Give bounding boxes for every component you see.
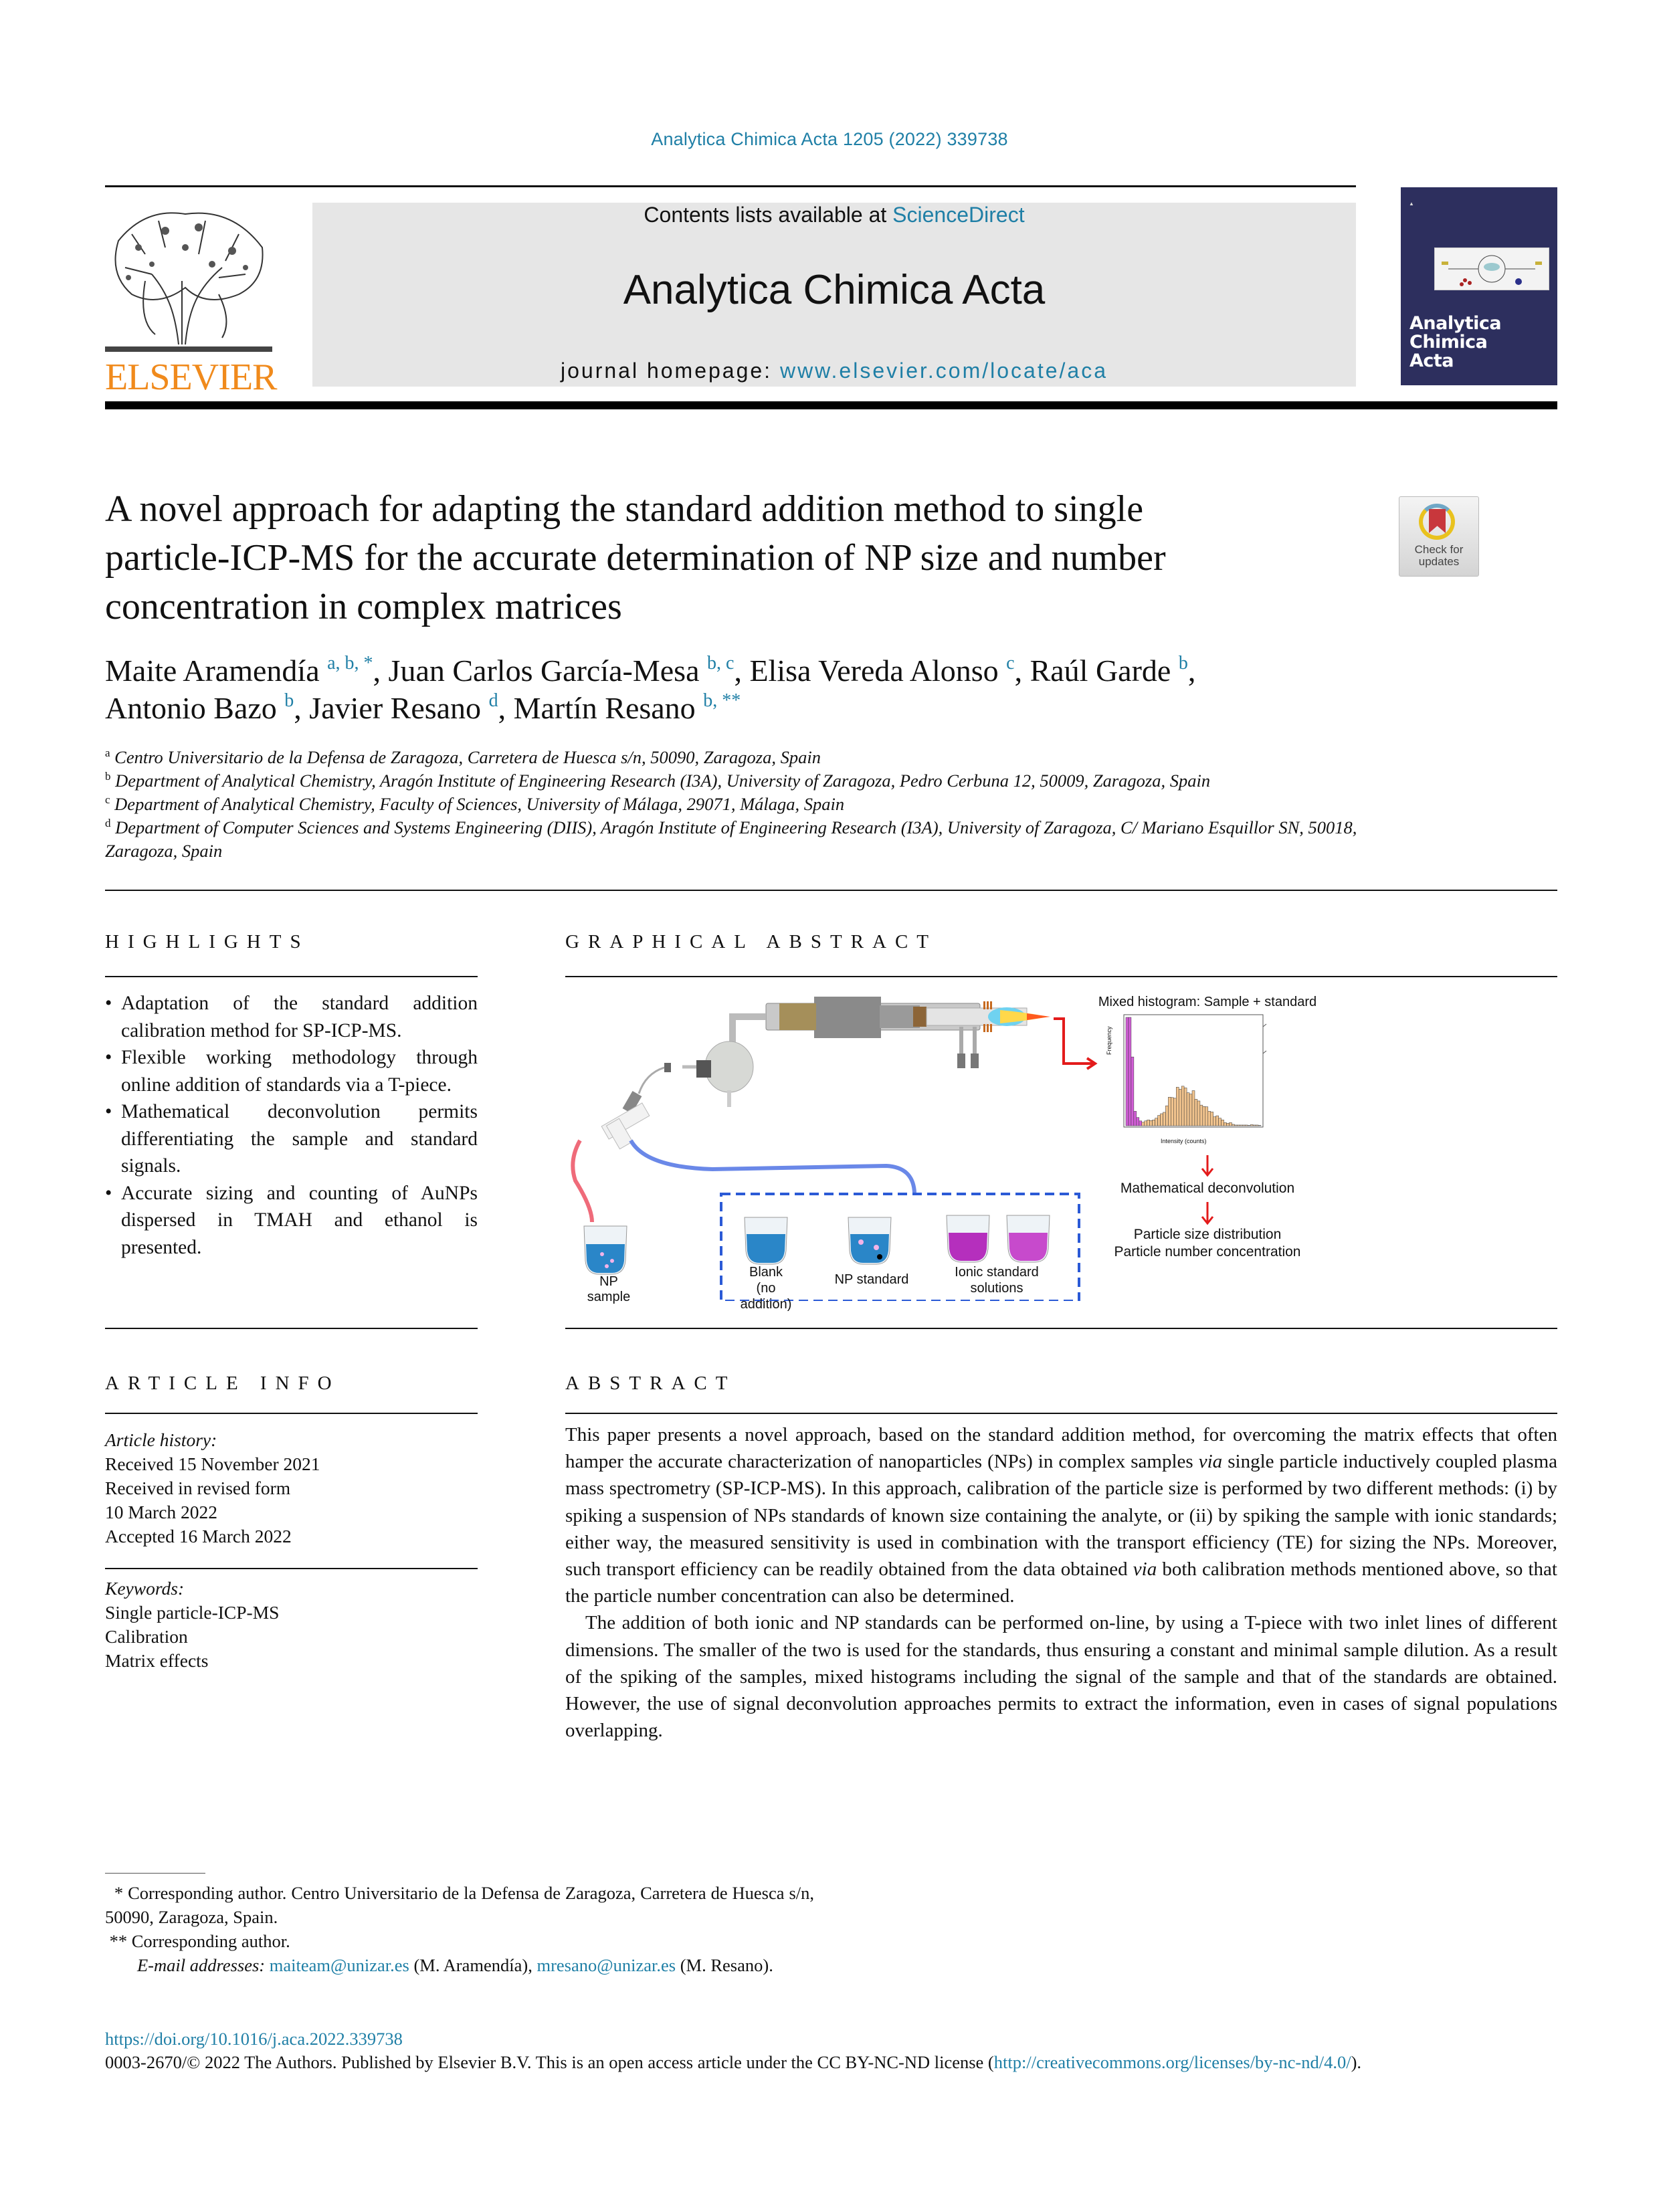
author-list: [105, 652, 1443, 727]
bullet-icon: •: [105, 993, 112, 1014]
arrow-down-icon: [1202, 1202, 1213, 1223]
keyword: Matrix effects: [105, 1650, 209, 1671]
author-name: Elisa Vereda Alonso: [749, 653, 999, 688]
author-name: Maite Aramendía: [105, 653, 320, 688]
footnotes: [105, 1881, 814, 1977]
author-affiliation-link[interactable]: b, c: [707, 653, 735, 674]
affiliation-a: $^a$ Centro Universitario de la Defensa de Zaragoza, Carretera de Huesca s/n, 50090, Zaragoza, Spain: [105, 746, 821, 767]
spray-chamber-icon: [664, 1017, 766, 1107]
bullet-icon: •: [105, 1047, 112, 1068]
highlight-item: • Mathematical deconvolution permits differentiating the sample and standard signals.: [105, 1098, 478, 1180]
journal-header-box: [312, 203, 1356, 387]
abstract-paragraph-2: The addition of both ionic and NP standards can be performed on-line, by using a T-piece with two inlet lines of different dimensions. The smaller of the two is used for the standards, thus ensuring a constant and minimal sample dilution. As a result of the spiking of the samples, mixed histograms including the signal of the sample and that of the standards are obtained. However, the use of signal deconvolution approaches permits to extract the information, even in cases of signal populations overlapping.: [565, 1612, 1557, 1742]
histogram-ylabel: Frequency: [1106, 1026, 1112, 1055]
np-sample-label: NP sample: [587, 1274, 631, 1304]
np-standard-label: NP standard: [834, 1272, 909, 1287]
footnote-corresponding-2: ** Corresponding author.: [109, 1931, 290, 1951]
abstract-rule: [565, 1413, 1557, 1414]
keyword: Calibration: [105, 1626, 188, 1647]
author-affiliation-link[interactable]: b, **: [703, 690, 741, 711]
graphical-abstract-heading: GRAPHICAL ABSTRACT: [565, 931, 938, 952]
article-title: A novel approach for adapting the standard addition method to single particle-ICP-MS for the accurate determination of NP size and number concentration in complex matrices: [105, 488, 1166, 627]
affiliation-d: $^d$ Department of Computer Sciences and Systems Engineering (DIIS), Aragón Institute of Engineering Research (I3A), University of Zaragoza, C/ Mariano Esquillor SN, 50018, Zaragoza, Spain: [105, 817, 1357, 861]
keywords-rule: [105, 1568, 478, 1569]
bullet-icon: •: [105, 1101, 112, 1122]
histogram-title: Mixed histogram: Sample + standard: [1098, 995, 1317, 1009]
author-affiliation-link[interactable]: a, b, *: [327, 653, 373, 674]
results-step: Particle size distribution Particle number concentration: [1114, 1227, 1301, 1260]
graphical-abstract-figure[interactable]: [565, 980, 1557, 1312]
homepage-line: [312, 359, 1356, 383]
email-link-resano[interactable]: mresano@unizar.es: [536, 1955, 676, 1975]
license-line: 0003-2670/© 2022 The Authors. Published by Elsevier B.V. This is an open access article under the CC BY-NC-ND license (http://creativecommons.org/licenses/by-nc-nd/4.0/).: [105, 2052, 1362, 2072]
crossmark-label: Check for updates: [1414, 543, 1464, 568]
author-affiliation-link[interactable]: d: [488, 690, 498, 711]
ionic-standard-beaker-icon: [947, 1215, 989, 1262]
deconvolution-step: Mathematical deconvolution: [1120, 1181, 1295, 1196]
sample-tubing: [573, 1140, 592, 1222]
histogram-xlabel: Intensity (counts): [1161, 1138, 1207, 1144]
highlight-item: • Adaptation of the standard addition calibration method for SP-ICP-MS.: [105, 990, 478, 1044]
article-info-rule: [105, 1413, 478, 1414]
header-top-rule: [105, 185, 1356, 187]
cover-figure: [1434, 247, 1549, 290]
abstract-paragraph-1: This paper presents a novel approach, based on the standard addition method, for overcoming the matrix effects that often hamper the accurate characterization of nanoparticles (NPs) in complex samples via single particle inductively coupled plasma mass spectrometry (SP-ICP-MS). In this approach, calibration of the particle size is performed by two different methods: (i) by spiking a suspension of NPs standards of known size containing the analyte, or (ii) by spiking the sample with ionic standards; either way, the measured sensitivity is used in combination with the transport efficiency (TE) for sizing the NPs. Moreover, such transport efficiency can be readily obtained from the data obtained via both calibration methods mentioned above, so that the particle number concentration can also be determined.: [565, 1424, 1557, 1607]
blank-beaker-icon: [745, 1217, 787, 1264]
elsevier-wordmark: ELSEVIER: [105, 357, 277, 398]
elsevier-logo: [105, 201, 277, 398]
arrow-to-histogram-icon: [1054, 1019, 1094, 1064]
homepage-prefix: journal homepage:: [560, 359, 780, 383]
abstract-body: [565, 1421, 1557, 1744]
author-affiliation-link[interactable]: c: [1006, 653, 1015, 674]
footnote-corresponding-1: * Corresponding author. Centro Universitario de la Defensa de Zaragoza, Carretera de Huesca s/n, 50090, Zaragoza, Spain.: [105, 1883, 815, 1927]
doi: [105, 2029, 403, 2049]
journal-cover-thumbnail[interactable]: [1401, 187, 1557, 385]
author-name: Raúl Garde: [1030, 653, 1171, 688]
footnote-rule: [105, 1873, 205, 1874]
author-name: Juan Carlos García-Mesa: [388, 653, 700, 688]
ionic-standard-beaker-icon: [1007, 1215, 1050, 1262]
author-name: Antonio Bazo: [105, 691, 277, 725]
article-history: Article history: Received 15 November 2021 Received in revised form 10 March 2022 Accepted 16 March 2022: [105, 1429, 320, 1546]
highlight-item: • Accurate sizing and counting of AuNPs dispersed in TMAH and ethanol is presented.: [105, 1180, 478, 1262]
journal-reference[interactable]: Analytica Chimica Acta 1205 (2022) 339738: [651, 129, 1008, 149]
cover-title: Analytica Chimica Acta: [1409, 313, 1502, 371]
elsevier-tree-icon: [105, 201, 272, 355]
keyword: Single particle-ICP-MS: [105, 1602, 280, 1623]
graphical-abstract-bottom-rule: [565, 1328, 1557, 1329]
graphical-abstract-rule: [565, 976, 1557, 977]
author-affiliation-link[interactable]: b: [1178, 653, 1188, 674]
icp-torch-icon: [766, 997, 1050, 1068]
check-for-updates-button[interactable]: [1399, 496, 1479, 577]
doi-link[interactable]: https://doi.org/10.1016/j.aca.2022.339738: [105, 2029, 403, 2049]
author-affiliation-link[interactable]: b: [284, 690, 294, 711]
highlight-item: • Flexible working methodology through online addition of standards via a T-piece.: [105, 1044, 478, 1098]
contents-prefix: Contents lists available at: [644, 203, 893, 227]
footnote-emails: E-mail addresses: maiteam@unizar.es (M. Aramendía), mresano@unizar.es (M. Resano).: [137, 1955, 773, 1975]
keywords: Keywords: Single particle-ICP-MS Calibration Matrix effects: [105, 1577, 478, 1673]
highlights-rule: [105, 976, 478, 977]
affiliation-b: $^b$ Department of Analytical Chemistry, Aragón Institute of Engineering Research (I3A), University of Zaragoza, Pedro Cerbuna 12, 50009, Zaragoza, Spain: [105, 770, 1211, 791]
highlights-list: [105, 990, 478, 1261]
email-link-aramendia[interactable]: maiteam@unizar.es: [269, 1955, 409, 1975]
author-line-1: Maite Aramendía $^{a, b, *}$, Juan Carlos García-Mesa $^{b, c}$, Elisa Vereda Alonso $^c$, Raúl Garde $^b$,: [105, 653, 1196, 688]
bullet-icon: •: [105, 1182, 112, 1204]
cover-figure-icon: [1435, 248, 1549, 290]
cover-elsevier-mark: ▲: [1409, 201, 1414, 207]
mixed-histogram-chart: [1124, 1015, 1266, 1127]
sciencedirect-link[interactable]: ScienceDirect: [892, 203, 1025, 227]
journal-name: Analytica Chimica Acta: [623, 267, 1046, 313]
np-sample-beaker-icon: [584, 1226, 627, 1274]
abstract-heading: ABSTRACT: [565, 1373, 737, 1394]
ionic-standard-label: Ionic standard solutions: [955, 1265, 1039, 1296]
icp-ms-setup-diagram: [565, 980, 1557, 1301]
header-thick-rule: [105, 401, 1557, 409]
arrow-down-icon: [1202, 1155, 1213, 1175]
author-line-2: Antonio Bazo $^b$, Javier Resano $^d$, Martín Resano $^{b, **}$: [105, 690, 741, 725]
t-piece-icon: [601, 1068, 664, 1149]
journal-homepage-link[interactable]: www.elsevier.com/locate/aca: [779, 359, 1108, 383]
highlights-bottom-rule: [105, 1328, 478, 1329]
standard-tubing: [631, 1140, 914, 1193]
affiliation-c: $^c$ Department of Analytical Chemistry, Faculty of Sciences, University of Málaga, 29071, Málaga, Spain: [105, 793, 845, 814]
license-link[interactable]: http://creativecommons.org/licenses/by-nc-nd/4.0/: [993, 2052, 1351, 2072]
np-standard-beaker-icon: [848, 1217, 891, 1264]
highlights-heading: HIGHLIGHTS: [105, 931, 310, 952]
article-info-heading: ARTICLE INFO: [105, 1373, 340, 1394]
author-name: Martín Resano: [513, 691, 696, 725]
affiliations: [105, 746, 1563, 863]
affiliations-bottom-rule: [105, 890, 1557, 891]
author-name: Javier Resano: [309, 691, 482, 725]
contents-line: [312, 203, 1356, 227]
blank-label: Blank (no addition): [740, 1265, 792, 1312]
